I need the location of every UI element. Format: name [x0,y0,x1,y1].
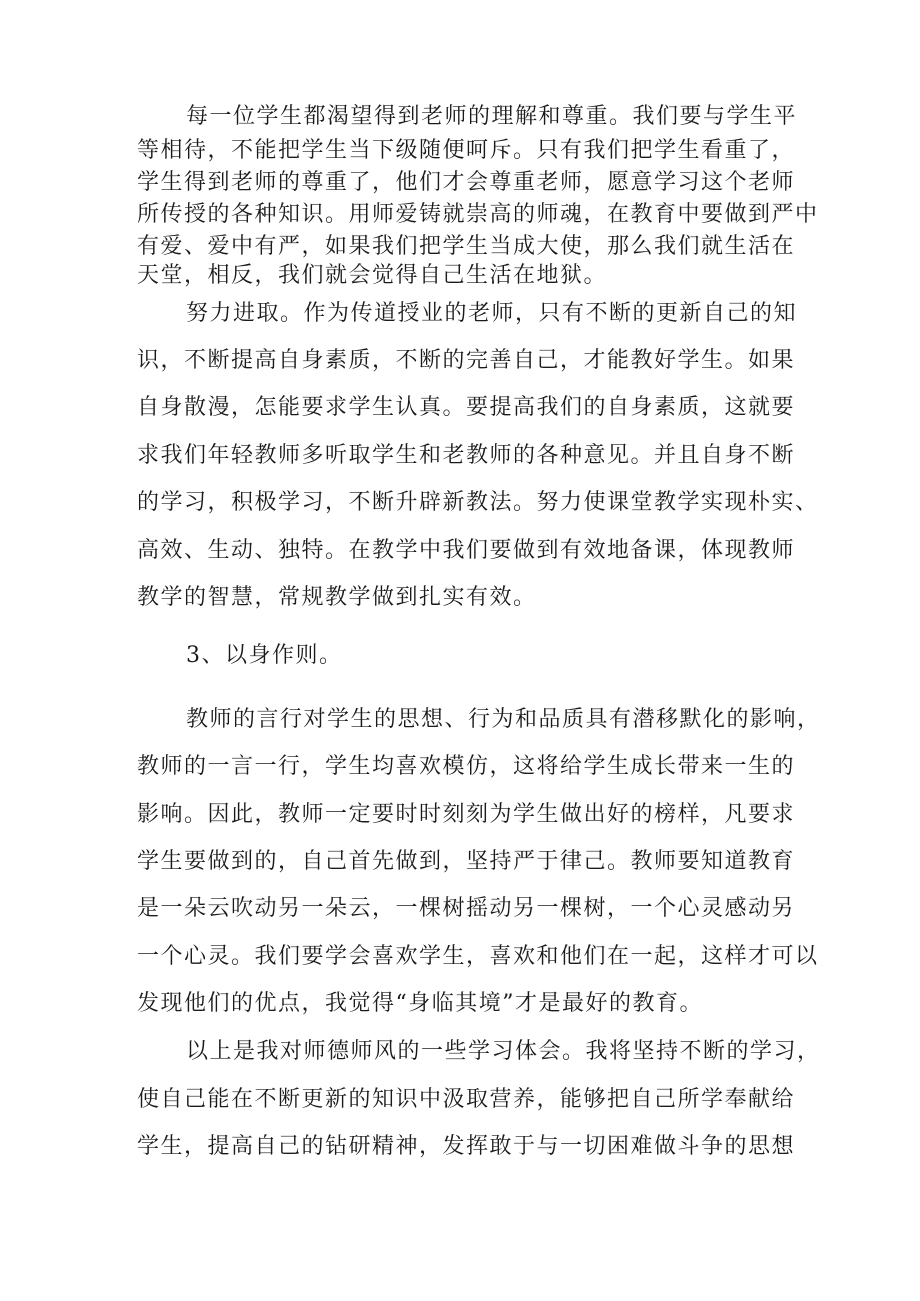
paragraph-4-line: 使自己能在不断更新的知识中汲取营养，能够把自己所学奉献给 [137,1087,796,1112]
paragraph-2-line: 求我们年轻教师多听取学生和老教师的各种意见。并且自身不断 [137,443,796,468]
paragraph-1-line: 天堂，相反，我们就会觉得自己生活在地狱。 [137,263,608,288]
paragraph-2-line: 识，不断提高自身素质，不断的完善自己，才能教好学生。如果 [137,348,796,373]
paragraph-2-line: 的学习，积极学习，不断升辟新教法。努力使课堂教学实现朴实、 [137,490,819,515]
paragraph-3-line: 是一朵云吹动另一朵云，一棵树摇动另一棵树，一个心灵感动另 [137,896,796,921]
paragraph-3-line: 影响。因此，教师一定要时时刻刻为学生做出好的榜样，凡要求 [137,802,796,827]
paragraph-1-line: 有爱、爱中有严，如果我们把学生当成大使，那么我们就生活在 [137,234,796,259]
paragraph-2-line: 努力进取。作为传道授业的老师，只有不断的更新自己的知 [186,301,798,326]
paragraph-3-line: 发现他们的优点，我觉得“身临其境”才是最好的教育。 [137,991,703,1016]
paragraph-1-line: 每一位学生都渴望得到老师的理解和尊重。我们要与学生平 [186,104,798,129]
paragraph-1-line: 学生得到老师的尊重了，他们才会尊重老师，愿意学习这个老师 [137,170,796,195]
section-heading: 3、以身作则。 [186,643,343,668]
paragraph-3-line: 教师的言行对学生的思想、行为和品质具有潜移默化的影响， [186,707,821,732]
paragraph-1-line: 等相待，不能把学生当下级随便呵斥。只有我们把学生看重了， [137,138,796,163]
paragraph-3-line: 学生要做到的，自己首先做到，坚持严于律己。教师要知道教育 [137,849,796,874]
paragraph-2-line: 高效、生动、独特。在教学中我们要做到有效地备课，体现教师 [137,538,796,563]
paragraph-2-line: 自身散漫，怎能要求学生认真。要提高我们的自身素质，这就要 [137,395,796,420]
paragraph-3-line: 教师的一言一行，学生均喜欢模仿，这将给学生成长带来一生的 [137,754,796,779]
paragraph-2-line: 教学的智慧，常规教学做到扎实有效。 [137,585,537,610]
paragraph-3-line: 一个心灵。我们要学会喜欢学生，喜欢和他们在一起，这样才可以 [137,944,819,969]
paragraph-1-line: 所传授的各种知识。用师爱铸就崇高的师魂，在教育中要做到严中 [137,202,819,227]
paragraph-4-line: 学生，提高自己的钻研精神，发挥敢于与一切困难做斗争的思想 [137,1134,796,1159]
paragraph-4-line: 以上是我对师德师风的一些学习体会。我将坚持不断的学习， [186,1039,821,1064]
